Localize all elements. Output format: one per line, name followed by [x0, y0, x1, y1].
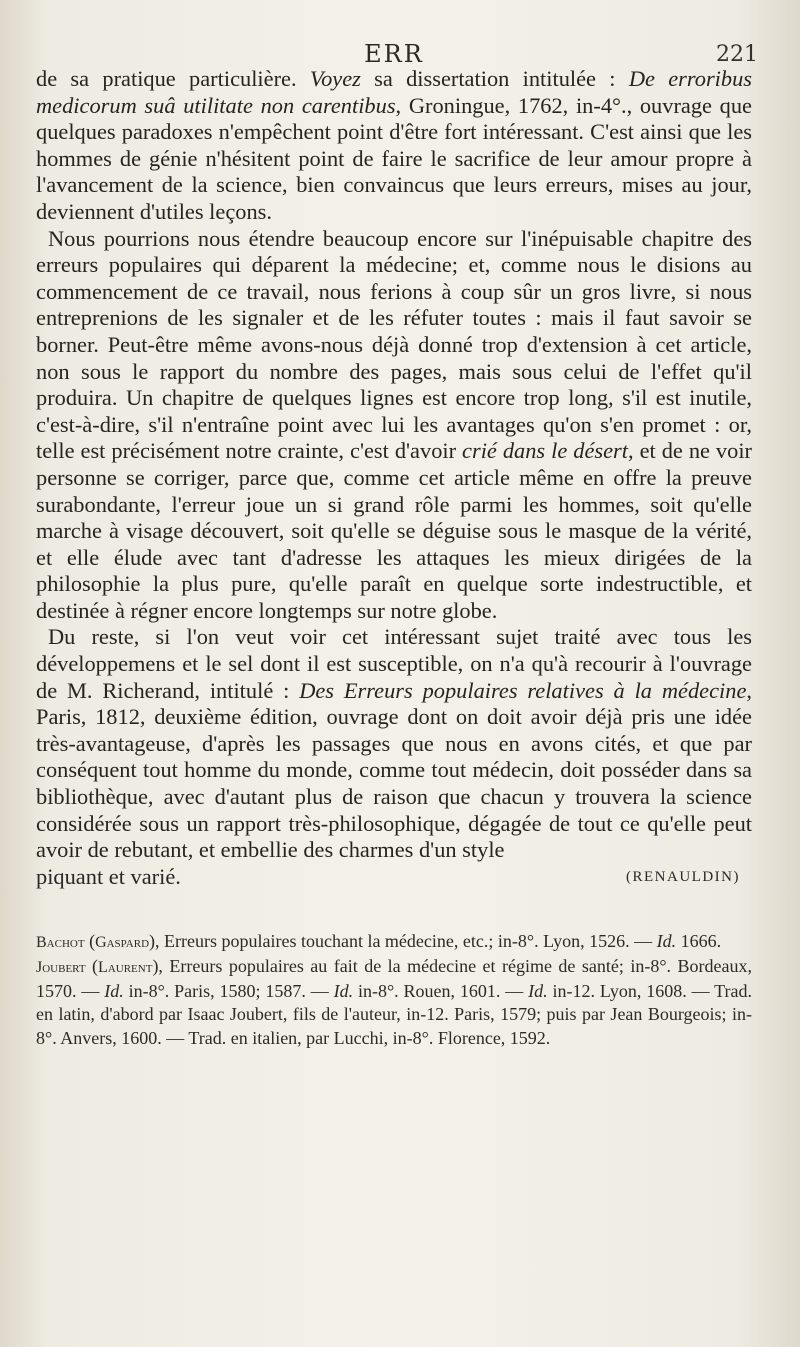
closing-line: [36, 864, 752, 891]
text-run: in-8°. Paris, 1580; 1587. —: [123, 980, 334, 1001]
paragraph: [36, 226, 752, 625]
main-text: [36, 66, 752, 890]
text-run: in-12. Lyon, 1608. — Trad. en latin, d'abord par Isaac Joubert, fils de l'auteur, in-12. Paris, 1579; puis par Jean Bourgeois; in-8°. Anvers, 1600. — Trad. en italien, par Lucchi, in-8°. Florence, 1592.: [36, 980, 752, 1048]
italic-text: Id.: [656, 931, 677, 952]
text-run: (: [84, 931, 96, 952]
author-name: Laurent: [98, 959, 153, 976]
text-run: 1666.: [676, 931, 722, 952]
italic-text: Id.: [333, 980, 354, 1001]
text-run: ), Erreurs populaires touchant la médecine, etc.; in-8°. Lyon, 1526. —: [149, 931, 657, 952]
italic-text: crié dans le désert: [462, 438, 628, 464]
bibliography-notes: [36, 930, 752, 1050]
bibliography-entry: [36, 955, 752, 1050]
text-run: Nous pourrions nous étendre beaucoup encore sur l'inépuisable chapitre des erreurs populaires qui déparent la médecine; et, comme nous le disions au commencement de ce travail, nous ferions à coup sûr un gros livre, si nous entreprenions de les signaler et de les réfuter toutes : mais il faut savoir se borner. Peut-être même avons-nous déjà donné trop d'extension à cet article, non sous le rapport du nombre des pages, mais sous celui de l'effet qu'il produira. Un chapitre de quelques lignes est encore trop long, s'il est inutile, c'est-à-dire, s'il n'entraîne point avec lui les avantages qu'on s'en promet : or, telle est précisément notre crainte, c'est d'avoir: [36, 225, 752, 464]
text-run: , Paris, 1812, deuxième édition, ouvrage dont on doit avoir déjà pris une idée très-avantageuse, d'après les passages que nous en avons cités, et que par conséquent tout homme du monde, comme tout médecin, doit posséder dans sa bibliothèque, avec d'autant plus de raison que chacun y trouvera la science considérée sous un rapport très-philosophique, dégagée de tout ce qu'elle peut avoir de rebutant, et embellie des charmes d'un style: [36, 677, 752, 863]
text-run: sa dissertation intitulée :: [360, 66, 629, 91]
text-run: in-8°. Rouen, 1601. —: [353, 980, 529, 1001]
running-head: ERR: [364, 40, 424, 68]
text-run: de sa pratique particulière.: [36, 66, 310, 91]
text-run: Du reste, si l'on veut voir cet intéressant sujet traité avec tous les développemens et le sel dont il est susceptible, on n'a qu'à recourir à l'ouvrage de M. Richerand, intitulé :: [36, 624, 752, 703]
italic-text: Voyez: [309, 66, 361, 91]
paragraph: [36, 624, 752, 863]
text-run: (: [85, 956, 99, 976]
author-name: Gaspard: [95, 934, 150, 952]
author-signature: (RENAULDIN): [626, 868, 740, 885]
author-name: Bachot: [36, 934, 85, 952]
closing-text: piquant et varié.: [36, 863, 181, 889]
page-header: [36, 34, 758, 68]
author-name: Joubert: [36, 959, 86, 976]
page-number: 221: [716, 42, 758, 67]
text-run: ), Erreurs populaires au fait de la médecine et régime de santé; in-8°. Bordeaux, 1570. —: [36, 956, 752, 1001]
italic-text: Des Erreurs populaires relatives à la médecine: [299, 677, 747, 703]
text-run: , et de ne voir personne se corriger, parce que, comme cet article même en offre la preuve surabondante, l'erreur joue un si grand rôle parmi les hommes, soit qu'elle marche à visage découvert, soit qu'elle se déguise sous le masque de la vérité, et elle élude avec tant d'adresse les attaques les mieux dirigées de la philosophie la plus pure, qu'elle paraît en quelque sorte indestructible, et destinée à régner encore longtemps sur notre globe.: [36, 438, 753, 623]
italic-text: Id.: [528, 980, 548, 1001]
italic-text: De erroribus medicorum suâ utilitate non carentibus: [36, 66, 752, 118]
paragraph: [36, 66, 752, 226]
italic-text: Id.: [104, 980, 124, 1001]
text-run: , Groningue, 1762, in-4°., ouvrage que quelques paradoxes n'empêchent point d'être fort intéressant. C'est ainsi que les hommes de génie n'hésitent point de faire le sacrifice de leur amour propre à l'avancement de la science, bien convaincus que leurs erreurs, mises au jour, deviennent d'utiles leçons.: [36, 92, 752, 224]
bibliography-entry: [36, 930, 752, 955]
